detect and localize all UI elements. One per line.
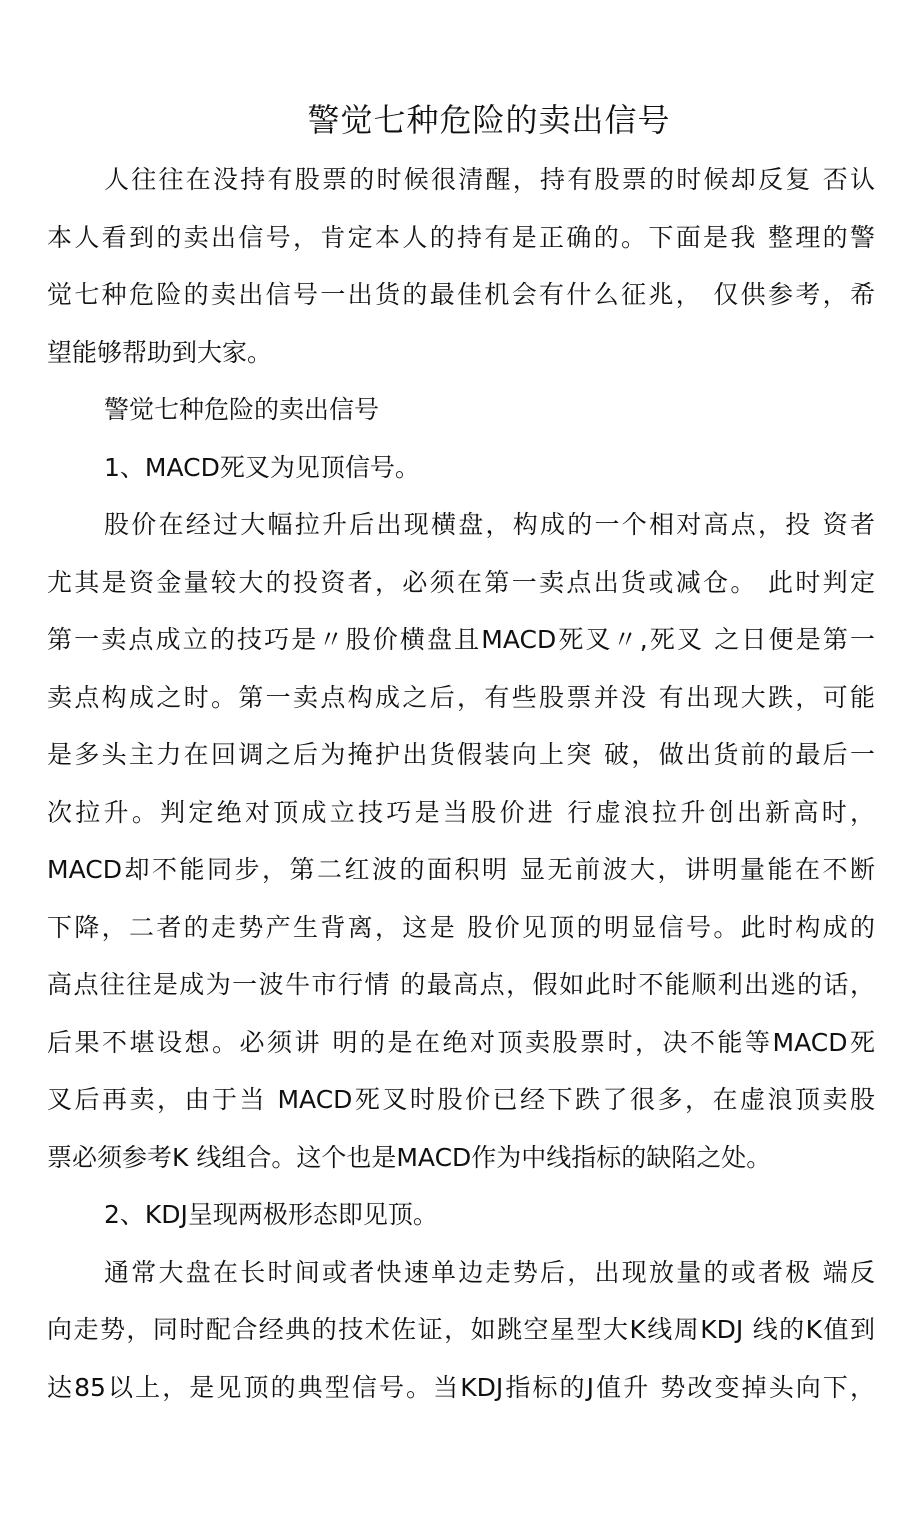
section-heading: 警觉七种危险的卖出信号 [104,395,380,424]
text-line: 第一卖点成立的技巧是〃股价横盘且MACD死叉〃,死叉 之日便是第一 [47,625,875,654]
text-line: 票必须参考K 线组合。这个也是MACD作为中线指标的缺陷之处。 [47,1143,772,1172]
text-line: 后果不堪设想。必须讲 明的是在绝对顶卖股票时，决不能等MACD死 [47,1028,875,1057]
text-line: MACD却不能同步，第二红波的面积明 显无前波大，讲明量能在不断 [47,855,875,884]
text-line: 人往往在没持有股票的时候很清醒，持有股票的时候却反复 否认 [104,165,875,194]
item-heading: 2、KDJ呈现两极形态即见顶。 [104,1200,438,1229]
text-line: 次拉升。判定绝对顶成立技巧是当股价进 行虚浪拉升创出新高时， [47,798,875,827]
text-line: 觉七种危险的卖出信号一出货的最佳机会有什么征兆， 仅供参考，希 [47,280,875,309]
text-line: 通常大盘在长时间或者快速单边走势后，出现放量的或者极 端反 [104,1258,875,1287]
text-line: 高点往往是成为一波牛市行情 的最高点，假如此时不能顺利出逃的话， [47,970,875,999]
text-line: 股价在经过大幅拉升后出现横盘，构成的一个相对高点，投 资者 [104,510,875,539]
text-line: 本人看到的卖出信号，肯定本人的持有是正确的。下面是我 整理的警 [47,223,875,252]
text-line: 是多头主力在回调之后为掩护出货假装向上突 破，做出货前的最后一 [47,740,875,769]
text-line: 向走势，同时配合经典的技术佐证，如跳空星型大K线周KDJ 线的K值到 [47,1315,875,1344]
text-line: 尤其是资金量较大的投资者，必须在第一卖点出货或减仓。 此时判定 [47,568,875,597]
text-line: 下降，二者的走势产生背离，这是 股价见顶的明显信号。此时构成的 [47,913,875,942]
document-title: 警觉七种危险的卖出信号 [307,101,671,139]
item-heading: 1、MACD死叉为见顶信号。 [104,453,420,482]
text-line: 卖点构成之时。第一卖点构成之后，有些股票并没 有出现大跌，可能 [47,683,875,712]
text-line: 达85以上，是见顶的典型信号。当KDJ指标的J值升 势改变掉头向下， [47,1373,875,1402]
text-line: 叉后再卖，由于当 MACD死叉时股价已经下跌了很多，在虚浪顶卖股 [47,1085,875,1114]
text-line: 望能够帮助到大家。 [47,338,273,367]
